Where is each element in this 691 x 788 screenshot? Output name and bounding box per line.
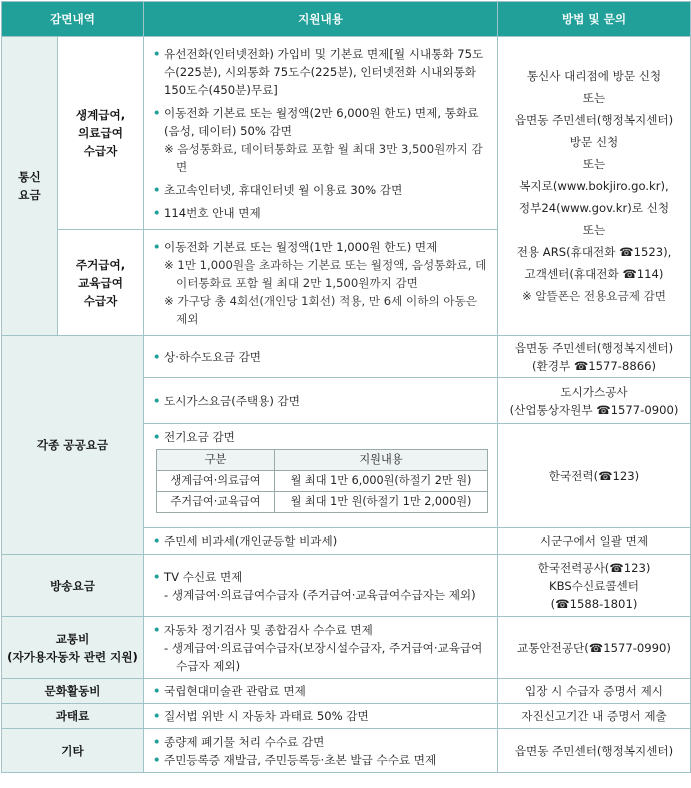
contact-line: 도시가스공사 <box>560 384 628 399</box>
list-item: • 초고속인터넷, 휴대인터넷 월 이용료 30% 감면 <box>152 181 491 199</box>
telecom-category: 통신 요금 <box>2 37 58 336</box>
electric-content <box>144 424 498 528</box>
contact-note: ※ 알뜰폰은 전용요금제 감면 <box>502 285 686 307</box>
telecom-sub1: 생계급여, 의료급여 수급자 <box>58 37 144 230</box>
list-item: • 상·하수도요금 감면 <box>152 348 491 366</box>
list-item: • 이동전화 기본료 또는 월정액(2만 6,000원 한도) 면제, 통화료(음성, 데이터) 50% 감면 <box>152 104 491 140</box>
note: ※ 음성통화료, 데이터통화료 포함 월 최대 3만 3,500원까지 감면 <box>152 140 491 176</box>
header-contact: 방법 및 문의 <box>498 2 691 37</box>
public-category: 각종 공공요금 <box>2 336 144 555</box>
contact-line: 정부24(www.gov.kr)로 신청 <box>518 201 670 215</box>
electric-table <box>156 449 488 513</box>
gas-content <box>144 378 498 424</box>
water-content <box>144 336 498 378</box>
note: ※ 가구당 총 4회선(개인당 1회선) 적용, 만 6세 이하의 아동은 제외 <box>152 292 491 328</box>
broadcast-contact <box>498 555 691 617</box>
other-row <box>2 729 691 773</box>
traffic-row <box>2 617 691 679</box>
list-item: • 종량제 폐기물 처리 수수료 감면 <box>152 733 491 751</box>
contact-line: (산업통상자원부 ☎1577-0900) <box>509 402 679 417</box>
traffic-category: 교통비 (자가용자동차 관련 지원) <box>2 617 144 679</box>
list-item: • 이동전화 기본료 또는 월정액(1만 1,000원 한도) 면제 <box>152 238 491 256</box>
table-header: 지원내용 <box>275 450 488 471</box>
contact-line: 복지로(www.bokjiro.go.kr), <box>519 179 669 193</box>
electric-contact: 한국전력(☎123) <box>498 424 691 528</box>
header-category: 감면내역 <box>2 2 144 37</box>
header-row <box>2 2 691 37</box>
penalty-row <box>2 704 691 729</box>
other-content <box>144 729 498 773</box>
contact-line: 한국전력공사(☎123) <box>537 560 651 575</box>
broadcast-content <box>144 555 498 617</box>
list-item: • 자동차 정기검사 및 종합검사 수수료 면제 <box>152 621 491 639</box>
contact-line: 또는 <box>582 157 606 171</box>
telecom-sub1-content <box>144 37 498 230</box>
other-contact: 읍면동 주민센터(행정복지센터) <box>498 729 691 773</box>
contact-line: (환경부 ☎1577-8866) <box>532 358 656 373</box>
culture-content <box>144 679 498 704</box>
contact-line: 읍면동 주민센터(행정복지센터) <box>514 340 674 355</box>
header-content: 지원내용 <box>144 2 498 37</box>
list-item: • 주민등록증 재발급, 주민등록등·초본 발급 수수료 면제 <box>152 751 491 769</box>
resident-contact: 시군구에서 일괄 면제 <box>498 528 691 555</box>
table-cell: 월 최대 1만 원(하절기 1만 2,000원) <box>275 492 488 513</box>
dash-item: - 생계급여·의료급여수급자 (주거급여·교육급여수급자는 제외) <box>152 586 491 604</box>
telecom-contact <box>498 37 691 336</box>
other-category: 기타 <box>2 729 144 773</box>
table-row <box>157 450 488 471</box>
telecom-sub2: 주거급여, 교육급여 수급자 <box>58 230 144 336</box>
culture-contact: 입장 시 수급자 증명서 제시 <box>498 679 691 704</box>
contact-line: 방문 신청 <box>569 135 619 149</box>
penalty-category: 과태료 <box>2 704 144 729</box>
resident-content <box>144 528 498 555</box>
benefits-table <box>1 1 691 773</box>
note: ※ 1만 1,000원을 초과하는 기본료 또는 월정액, 음성통화료, 데이터통화료 포함 월 최대 2만 1,500원까지 감면 <box>152 256 491 292</box>
list-item: • 질서법 위반 시 자동차 과태료 50% 감면 <box>152 707 491 725</box>
culture-row <box>2 679 691 704</box>
traffic-content <box>144 617 498 679</box>
public-row-water <box>2 336 691 378</box>
telecom-sub2-content <box>144 230 498 336</box>
list-item: • 유선전화(인터넷전화) 가입비 및 기본료 면제[월 시내통화 75도수(225분), 시외통화 75도수(225분), 인터넷전화 시내외통화 150도수(450분)무료] <box>152 45 491 99</box>
contact-line: 고객센터(휴대전화 ☎114) <box>524 267 664 281</box>
list-item: • 도시가스요금(주택용) 감면 <box>152 392 491 410</box>
list-item: • 전기요금 감면 <box>152 428 491 446</box>
culture-category: 문화활동비 <box>2 679 144 704</box>
contact-line: 읍면동 주민센터(행정복지센터) <box>514 113 674 127</box>
telecom-row-1 <box>2 37 691 230</box>
broadcast-row <box>2 555 691 617</box>
contact-line: 전용 ARS(휴대전화 ☎1523), <box>516 245 672 259</box>
penalty-contact: 자진신고기간 내 증명서 제출 <box>498 704 691 729</box>
contact-line: KBS수신료콜센터 <box>549 578 639 593</box>
table-cell: 월 최대 1만 6,000원(하절기 2만 원) <box>275 471 488 492</box>
table-cell: 주거급여·교육급여 <box>157 492 275 513</box>
list-item: • 국립현대미술관 관람료 면제 <box>152 682 491 700</box>
gas-contact <box>498 378 691 424</box>
contact-line: 통신사 대리점에 방문 신청 <box>526 69 662 83</box>
contact-line: 또는 <box>582 223 606 237</box>
contact-line: (☎1588-1801) <box>550 596 638 611</box>
table-row <box>157 492 488 513</box>
contact-line: 또는 <box>582 91 606 105</box>
table-row <box>157 471 488 492</box>
table-header: 구분 <box>157 450 275 471</box>
broadcast-category: 방송요금 <box>2 555 144 617</box>
list-item: • 114번호 안내 면제 <box>152 204 491 222</box>
traffic-contact: 교통안전공단(☎1577-0990) <box>498 617 691 679</box>
dash-item: - 생계급여·의료급여수급자(보장시설수급자, 주거급여·교육급여수급자 제외) <box>152 639 491 675</box>
water-contact <box>498 336 691 378</box>
penalty-content <box>144 704 498 729</box>
list-item: • TV 수신료 면제 <box>152 568 491 586</box>
table-cell: 생계급여·의료급여 <box>157 471 275 492</box>
list-item: • 주민세 비과세(개인균등할 비과세) <box>152 532 491 550</box>
